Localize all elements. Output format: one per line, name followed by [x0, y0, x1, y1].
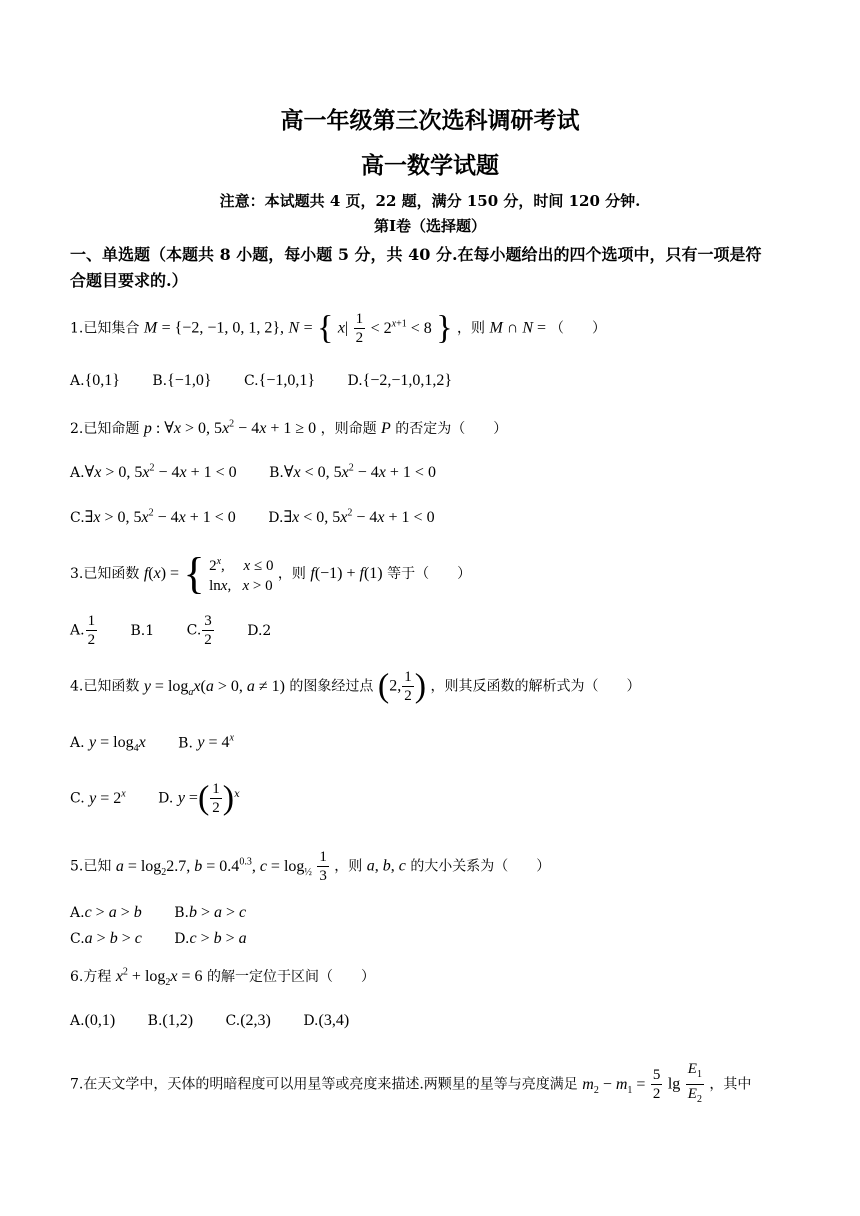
question-1: [70, 310, 606, 347]
q2-option-b: B.∀x < 0, $5x^2 - 4x + 1 < 0$: [269, 462, 436, 481]
q1-option-a: A.{0,1}: [70, 372, 120, 389]
q3-piecewise: 2$^x$, x ≤ 0 lnx, x > 0: [209, 556, 274, 594]
q4-option-a: A. $y = \log_4x$: [70, 734, 146, 755]
q1-eq2: =: [533, 319, 551, 337]
q3-option-c: C. $\frac{3}{2}$: [186, 613, 212, 648]
question-6: [70, 966, 375, 988]
q3-tail: 等于（ ）: [387, 566, 472, 582]
q1-bar: |: [344, 319, 349, 337]
question-4: [70, 668, 640, 705]
q7-tail: ，其中: [709, 1076, 752, 1093]
q1-options: [70, 372, 480, 390]
q1-brace-close: }: [436, 309, 453, 347]
q4-func: $y = \log_ax(a > 0$, a ≠ 1): [143, 677, 285, 698]
q4-tail: ，则其反函数的解析式为（ ）: [430, 678, 641, 695]
q4-mid: 的图象经过点: [289, 678, 374, 695]
q6-prefix: 6.方程: [70, 969, 112, 985]
q4-option-c: C. $y = 2^x$: [70, 788, 126, 807]
q2-p2: P: [381, 420, 391, 437]
section-heading-line1: 一、单选题（本题共 8 小题，每小题 5 分，共 40 分.在每小题给出的四个选项中，只有一项是符: [70, 245, 762, 264]
q5-option-c: C.a > b > c: [70, 930, 142, 947]
q4-frac: $\frac{1}{2}$: [404, 669, 412, 704]
q1-suffix: ，则: [456, 320, 485, 337]
q3-brace: {: [183, 549, 205, 598]
q5-tail: 的大小关系为（ ）: [410, 858, 551, 875]
question-5: [70, 848, 550, 885]
q7-frac-5-2: $\frac{5}{2}$: [652, 1067, 661, 1102]
q1-eq: =: [303, 319, 313, 337]
exam-subject: 高一数学试题: [361, 152, 499, 179]
q4-option-d: D. y =( $\frac{1}{2}$ )$^x$: [158, 779, 240, 817]
q3-option-b: B.1: [130, 622, 155, 639]
question-3: [70, 549, 472, 598]
q3-option-d: D.2: [247, 622, 272, 639]
q2-options-row2: [70, 507, 463, 527]
q1-frac-half: $\frac{1}{2}$: [355, 311, 364, 346]
q4-prefix: 4.已知函数: [70, 678, 140, 695]
exam-title: 高一年级第三次选科调研考试: [280, 107, 580, 134]
volume-heading: 第Ⅰ卷（选择题）: [373, 217, 487, 235]
q1-option-c: C.{−1,0,1}: [243, 372, 316, 389]
q6-option-b: B.(1,2): [147, 1012, 194, 1029]
q3-suffix: ，则: [277, 566, 306, 582]
q3-prefix: 3.已知函数: [70, 566, 140, 582]
q6-option-d: D.(3,4): [303, 1012, 350, 1029]
q1-ineq: < $2^{x+1} < 8$: [370, 318, 432, 337]
question-7: [70, 1060, 751, 1109]
q3-sum: f(−1) + f(1): [310, 565, 383, 582]
q6-formula: $x^2 + \log_2x = 6$: [115, 966, 203, 989]
q4-option-b: B. $y = 4^x$: [178, 733, 234, 752]
q5-suffix: ，则: [334, 858, 363, 875]
q7-frac-e: $\frac{E_1}{E_2}$: [687, 1061, 702, 1105]
q1-formula-m: M: [143, 319, 158, 337]
q1-set-m: = {−2, −1, 0, 1, 2},: [161, 319, 285, 337]
q7-prefix: 7.在天文学中，天体的明暗程度可以用星等或亮度来描述.两颗星的星等与亮度满足: [70, 1076, 578, 1093]
q2-tail: 的否定为（ ）: [395, 421, 508, 437]
q4-paren-open: (: [377, 667, 390, 705]
q6-options: [70, 1012, 377, 1030]
q1-prefix: 1.已知集合: [70, 320, 140, 337]
q4-options-row1: [70, 733, 262, 755]
section-heading-line2: 合题目要求的.）: [70, 271, 188, 290]
q2-suffix: ，则命题: [320, 421, 377, 437]
q5-formula: $a = \log_22.7$, $b = 0.4^{0.3}$, $c = \log_{\frac{1}{2}}$: [115, 856, 312, 878]
q1-n2: N: [522, 319, 533, 337]
q5-option-b: B.b > a > c: [174, 904, 247, 921]
q5-option-a: A.c > a > b: [70, 904, 142, 921]
q3-fx: f(x) =: [143, 565, 180, 582]
q1-option-b: B.{−1,0}: [152, 372, 212, 389]
q2-prefix: 2.已知命题: [70, 421, 140, 437]
q7-formula: $m_2 - m_1$ =: [582, 1075, 646, 1096]
exam-notice: 注意：本试题共 4 页，22 题，满分 150 分，时间 120 分钟.: [219, 192, 641, 210]
q1-mn: M: [489, 319, 503, 337]
q5-prefix: 5.已知: [70, 858, 112, 875]
q5-abc: a, b, c: [366, 857, 406, 875]
q3-option-a: A. $\frac{1}{2}$: [70, 613, 96, 648]
q5-options-row2: [70, 930, 275, 948]
q1-formula-n: N: [288, 319, 300, 337]
q2-formula: : ∀x > 0, $5x^2 - 4x + 1 \ge 0$: [151, 418, 317, 437]
q7-lg: lg: [667, 1075, 681, 1093]
q1-blank: （ ）: [550, 320, 607, 337]
q2-option-c: C.∃x > 0, $5x^2 - 4x + 1 < 0$: [70, 507, 236, 526]
q3-options: [70, 612, 299, 649]
q1-x: x: [337, 319, 345, 337]
q2-option-a: A.∀x > 0, $5x^2 - 4x + 1 < 0$: [70, 462, 237, 481]
q1-option-d: D.{−2,−1,0,1,2}: [347, 372, 453, 389]
q5-option-d: D.c > b > a: [174, 930, 247, 947]
q6-option-c: C.(2,3): [225, 1012, 271, 1029]
q4-paren-close: ): [414, 667, 427, 705]
q1-cap: ∩: [502, 319, 523, 337]
q1-brace-open: {: [317, 309, 334, 347]
q4-two: 2,: [389, 677, 402, 695]
q6-tail: 的解一定位于区间（ ）: [206, 969, 375, 985]
q5-frac: $\frac{1}{3}$: [319, 849, 327, 884]
q5-options-row1: [70, 904, 274, 922]
q6-option-a: A.(0,1): [70, 1012, 116, 1029]
q4-options-row2: [70, 780, 268, 817]
q2-option-d: D.∃x < 0, $5x^2 - 4x + 1 < 0$: [268, 507, 435, 526]
q2-p: p: [143, 420, 152, 437]
question-2: [70, 418, 507, 438]
q2-options-row1: [70, 462, 464, 482]
